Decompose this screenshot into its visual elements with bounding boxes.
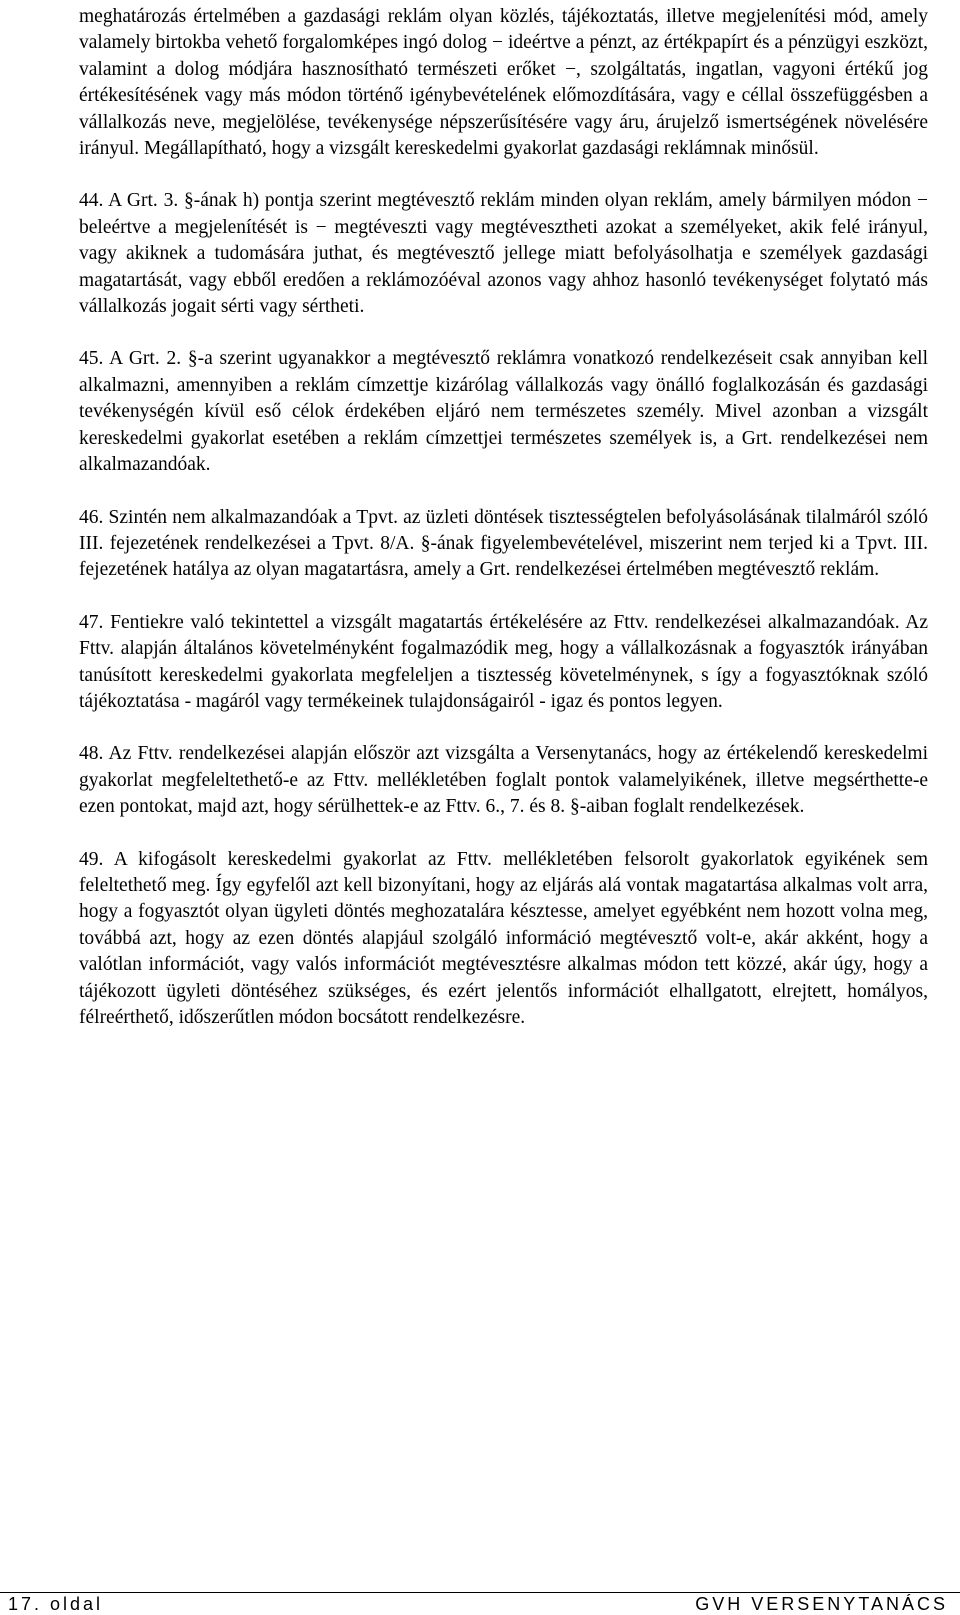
paragraph-continuation: meghatározás értelmében a gazdasági reklám olyan közlés, tájékoztatás, illetve megjelenítési mód, amely valamely birtokba vehető forgalomképes ingó dolog − ideértve a pénzt, az értékpapírt és a pénzügyi eszközt, valamint a dolog módjára hasznosítható természeti erőket −, szolgáltatás, ingatlan, vagyoni értékű jog értékesítésének vagy más módon történő igénybevételének előmozdítására, vagy e céllal összefüggésben a vállalkozás neve, megjelölése, tevékenysége népszerűsítésére vagy áru, árujelző ismertségének növelésére irányul. Megállapítható, hogy a vizsgált kereskedelmi gyakorlat gazdasági reklámnak minősül. [79,6,928,160]
paragraph-47: 47. Fentiekre való tekintettel a vizsgált magatartás értékelésére az Fttv. rendelkezései alkalmazandóak. Az Fttv. alapján általános követelményként fogalmazódik meg, hogy a vállalkozásnak a fogyasztók irányában tanúsított kereskedelmi gyakorlata megfeleljen a tisztesség követelménynek, s így a fogyasztóknak szóló tájékoztatása - magáról vagy termékeinek tulajdonságairól - igaz és pontos legyen. [79,611,928,712]
paragraph-44: 44. A Grt. 3. §-ának h) pontja szerint megtévesztő reklám minden olyan reklám, amely bármilyen módon − beleértve a megjelenítését is − megtéveszti vagy megtévesztheti azokat a személyeket, akik felé irányul, vagy akiknek a tudomására juthat, és megtévesztő jellege miatt befolyásolhatja e személyek gazdasági magatartását, vagy ebből eredően a reklámozóéval azonos vagy ahhoz hasonló tevékenységet folytató más vállalkozás jogait sérti vagy sértheti. [79,190,928,318]
footer-organization: GVH VERSENYTANÁCS [695,1594,948,1614]
paragraph-49: 49. A kifogásolt kereskedelmi gyakorlat az Fttv. mellékletében felsorolt gyakorlatok egyikének sem feleltethető meg. Így egyfelől azt kell bizonyítani, hogy az eljárás alá vontak magatartása alkalmas volt arra, hogy a fogyasztót olyan ügyleti döntés meghozatalára késztesse, amelyet egyébként nem hozott volna meg, továbbá azt, hogy az ezen döntés alapjául szolgáló információ megtévesztő volt-e, akár akként, hogy a valótlan információt, vagy valós információt megtévesztésre alkalmas módon tett közzé, akár úgy, hogy a tájékozott ügyleti döntéséhez szükséges, és ezért jelentős információt elhallgatott, elrejtett, homályos, félreérthető, időszerűtlen módon bocsátott rendelkezésre. [79,848,928,1028]
document-body [79,4,928,1057]
paragraph-46: 46. Szintén nem alkalmazandóak a Tpvt. az üzleti döntések tisztességtelen befolyásolásának tilalmáról szóló III. fejezetének rendelkezései a Tpvt. 8/A. §-ának figyelembevételével, miszerint nem terjed ki a Tpvt. III. fejezetének hatálya az olyan magatartásra, amely a Grt. rendelkezései értelmében megtévesztő reklám. [79,506,928,581]
paragraph-48: 48. Az Fttv. rendelkezései alapján először azt vizsgálta a Versenytanács, hogy az értékelendő kereskedelmi gyakorlat megfeleltethető-e az Fttv. mellékletében foglalt pontok valamelyikének, illetve megsérthette-e ezen pontokat, majd azt, hogy sérülhettek-e az Fttv. 6., 7. és 8. §-aiban foglalt rendelkezések. [79,743,928,818]
footer-divider [0,1592,960,1593]
footer-page-number: 17. oldal [8,1594,104,1614]
paragraph-45: 45. A Grt. 2. §-a szerint ugyanakkor a megtévesztő reklámra vonatkozó rendelkezéseit csak annyiban kell alkalmazni, amennyiben a reklám címzettje kizárólag vállalkozás vagy önálló foglalkozásán és gazdasági tevékenységén kívül eső célok érdekében eljáró nem természetes személy. Mivel azonban a vizsgált kereskedelmi gyakorlat esetében a reklám címzettjei természetes személyek is, a Grt. rendelkezései nem alkalmazandóak. [79,348,928,476]
